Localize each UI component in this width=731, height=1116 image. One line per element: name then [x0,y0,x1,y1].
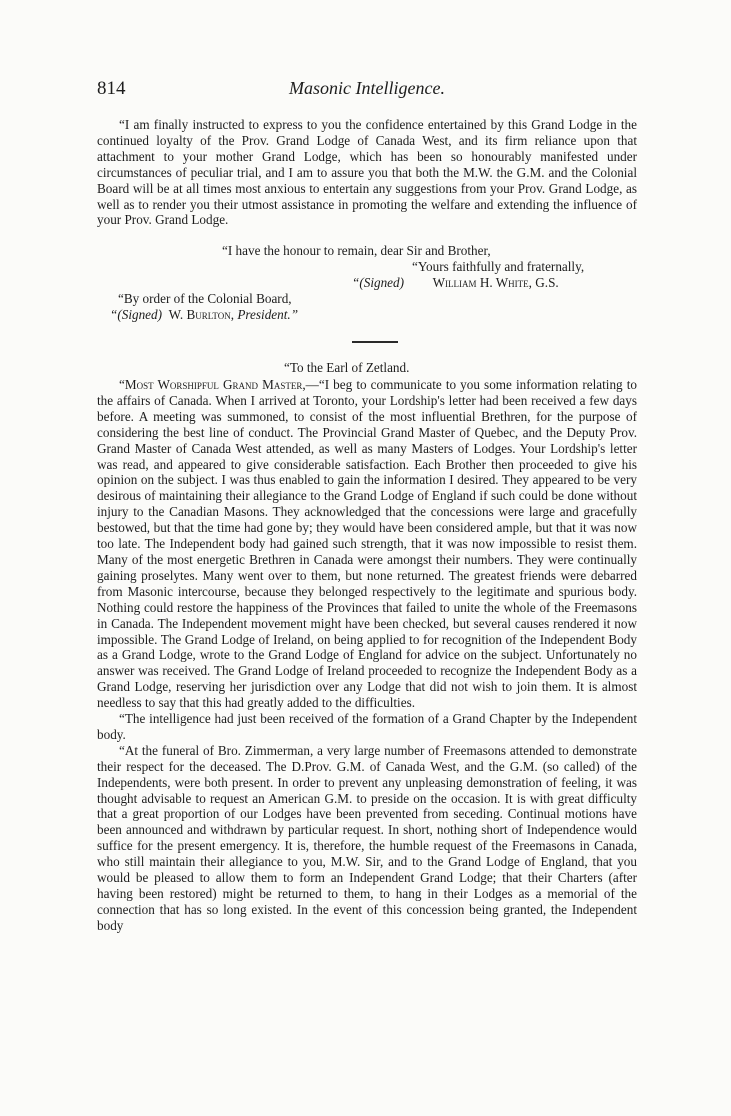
order-signer-name: W. Burlton, [168,307,235,322]
running-title: Masonic Intelligence. [289,78,445,98]
letter-paragraph [97,377,637,711]
letter-paragraph: “At the funeral of Bro. Zimmerman, a very large number of Freemasons attended to demonstrate their respect for the deceased. The D.Prov. G.M. of Canada West, and the G.M. (so called) of the Independents, were both present. In order to prevent any unpleasing demonstration of feeling, it was thought advisable to request an American G.M. to preside on the occasion. It is with great difficulty that a great proportion of our Lodges have been prevented from seceding. Continual motions have been announced and withdrawn by particular request. In short, nothing short of Independence would suffice for the present emergency. It is, therefore, the humble request of the Freemasons in Canada, who still maintain their allegiance to you, M.W. Sir, and to the Grand Lodge of England, that you would be pleased to allow them to form an Independent Grand Lodge; that their Charters (after having been restored) might be returned to them, to hang in their Lodges as a memorial of the connection that has so long existed. In the event of this concession being granted, the Independent body [97,742,637,933]
signature [352,275,559,291]
closing-line: “I have the honour to remain, dear Sir and Brother, [222,243,491,258]
salutation: “Most Worshipful Grand Master, [119,377,306,392]
section-divider [352,341,398,343]
letter-paragraph: “The intelligence had just been received of the formation of a Grand Chapter by the Independent body. [97,711,637,742]
signer-name: William H. White, G.S. [432,275,559,290]
page-header [97,78,637,102]
order-signer-title: President.” [237,307,299,322]
letter-paragraph: “I am finally instructed to express to you the confidence entertained by this Grand Lodge in the continued loyalty of the Prov. Grand Lodge of Canada West, and its firm reliance upon that attachment to your mother Grand Lodge, which has been so honourably manifested under circumstances of peculiar trial, and I am to assure you that both the M.W. the G.M. and the Colonial Board will be at all times most anxious to entertain any suggestions from your Prov. Grand Lodge, as well as to render you their utmost assistance in promoting the welfare and extending the influence of your Prov. Grand Lodge. [97,117,637,228]
signed-label: “(Signed) [352,275,405,290]
order-signature [110,307,298,323]
order-signed-label: “(Signed) [110,307,163,322]
closing-line-2: “Yours faithfully and fraternally, [412,259,585,274]
letter-to-earl-of-zetland [97,377,637,934]
addressee: “To the Earl of Zetland. [284,360,410,375]
order-line: “By order of the Colonial Board, [118,291,292,306]
letter-from-colonial-board [97,117,637,228]
page-number: 814 [97,78,126,99]
paragraph-body: —“I beg to communicate to you some information relating to the affairs of Canada. When I arrived at Toronto, your Lordship's letter had been received a few days before. A meeting was summoned, to consist of the most influential Brethren, for the purpose of considering the best line of conduct. The Provincial Grand Master of Quebec, and the Deputy Prov. Grand Master of Canada West attended, as well as many Masters of Lodges. Your Lordship's letter was read, and appeared to give considerable satisfaction. Each Brother then proceeded to give his opinion on the subject. I was thus enabled to gain the information I desired. They appeared to be very desirous of maintaining their allegiance to the Grand Lodge of England if such could be done without injury to the Canadian Masons. They acknowledged that the concessions were large and gracefully bestowed, but that the time had gone by; they would have been considered ample, but that it was now too late. The Independent body had gained such strength, that it was now impossible to resist them. Many of the most energetic Brethren in Canada were amongst their numbers. They were continually gaining proselytes. Many went over to them, but none returned. The greatest friends were debarred from Masonic intercourse, because they belonged respectively to the legitimate and spurious body. Nothing could restore the happiness of the Provinces that failed to unite the whole of the Freemasons in Canada. The Independent movement might have been checked, but several causes rendered it now impossible. The Grand Lodge of Ireland, on being applied to for recognition of the Independent Body as a Grand Lodge, wrote to the Grand Lodge of England for advice on the subject. Unfortunately no answer was received. The Grand Lodge of Ireland proceeded to recognize the Independent Body as a Grand Lodge, reserving her jurisdiction over any Lodge that did not wish to join them. It is almost needless to say that this had greatly added to the difficulties. [97,377,637,711]
